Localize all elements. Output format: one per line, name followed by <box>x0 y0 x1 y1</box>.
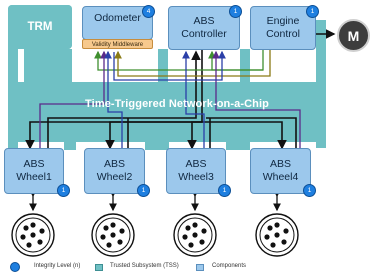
wheel-sensor-icon-1 <box>12 214 54 256</box>
wheel-sensor-icons <box>12 214 298 256</box>
motor-label: M <box>347 27 360 44</box>
abs-controller-line2: Controller <box>181 28 227 40</box>
engine-control-line1: Engine <box>266 15 300 27</box>
noc-label: Time-Triggered Network-on-a-Chip <box>85 98 269 110</box>
legend-components-label: Components <box>212 263 247 269</box>
abs-wheel3-line2: Wheel3 <box>178 171 214 183</box>
legend-tss-label: Trusted Subsystem (TSS) <box>110 263 179 269</box>
abs-wheel1-line2: Wheel1 <box>16 171 52 183</box>
trm-block <box>8 5 72 49</box>
abs-wheel2-integrity-badge: 1 <box>137 184 150 197</box>
validity-middleware: Validity Middleware <box>82 39 153 49</box>
legend-integrity-label: Integrity Level (n) <box>34 263 81 269</box>
abs-wheel2-line1: ABS <box>103 158 125 170</box>
engine-control-integrity-badge: 1 <box>306 5 319 18</box>
abs-wheel4-integrity-badge: 1 <box>303 184 316 197</box>
wheel-sensor-icon-4 <box>256 214 298 256</box>
engine-control-line2: Control <box>266 28 300 40</box>
abs-wheel2-line2: Wheel2 <box>96 171 133 183</box>
abs-wheel4-line2: Wheel4 <box>262 171 299 183</box>
abs-controller-line1: ABS <box>193 15 215 27</box>
trm-label: TRM <box>27 21 53 33</box>
abs-wheel4-line1: ABS <box>269 158 291 170</box>
abs-wheel2-component <box>84 148 145 194</box>
wheel-sensor-icon-3 <box>174 214 216 256</box>
abs-controller-integrity-badge: 1 <box>229 5 242 18</box>
abs-wheel1-component <box>4 148 64 194</box>
wheel-sensor-icon-2 <box>92 214 134 256</box>
abs-wheel1-line1: ABS <box>23 158 45 170</box>
odometer-label: Odometer <box>94 12 141 24</box>
legend-integrity-icon <box>10 262 20 272</box>
sensor-links <box>33 196 277 210</box>
abs-wheel3-line1: ABS <box>185 158 207 170</box>
abs-wheel3-component <box>166 148 226 194</box>
abs-wheel4-component <box>250 148 311 194</box>
motor-icon <box>337 19 370 52</box>
abs-wheel1-integrity-badge: 1 <box>57 184 70 197</box>
abs-wheel3-integrity-badge: 1 <box>218 184 231 197</box>
odometer-integrity-badge: 4 <box>142 5 155 18</box>
